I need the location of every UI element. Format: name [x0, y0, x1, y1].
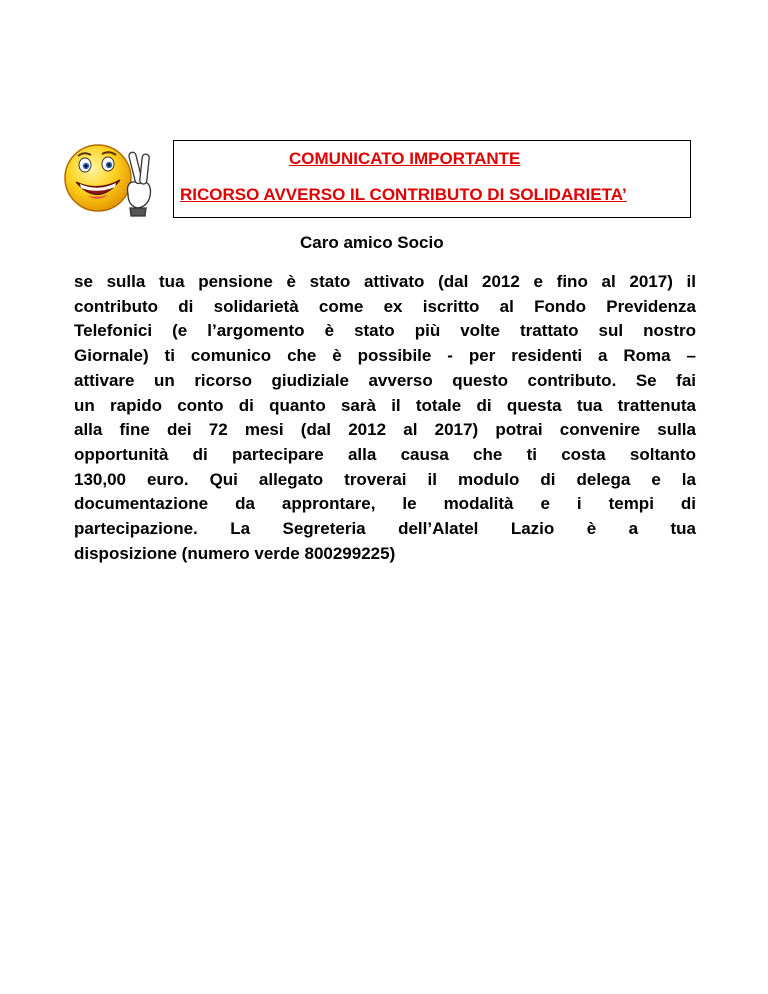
smiley-victory-icon — [62, 136, 154, 220]
body-paragraph — [74, 270, 696, 566]
paragraph-line: alla fine dei 72 mesi (dal 2012 al 2017) potrai convenire sulla — [74, 420, 696, 440]
paragraph-line: disposizione (numero verde 800299225) — [74, 543, 396, 563]
paragraph-line: contributo di solidarietà come ex iscritto al Fondo Previdenza — [74, 296, 696, 316]
notice-box — [173, 140, 691, 218]
notice-subtitle: RICORSO AVVERSO IL CONTRIBUTO DI SOLIDARIETA’ — [180, 185, 627, 204]
paragraph-line: 130,00 euro. Qui allegato troverai il modulo di delega e la — [74, 469, 696, 489]
paragraph-line: Telefonici (e l’argomento è stato più volte trattato sul nostro — [74, 321, 696, 341]
paragraph-line: documentazione da approntare, le modalità e i tempi di — [74, 494, 696, 514]
paragraph-line: un rapido conto di quanto sarà il totale di questa tua trattenuta — [74, 395, 696, 415]
paragraph-line: se sulla tua pensione è stato attivato (dal 2012 e fino al 2017) il — [74, 272, 696, 291]
greeting: Caro amico Socio — [300, 233, 444, 252]
paragraph-line: attivare un ricorso giudiziale avverso questo contributo. Se fai — [74, 370, 696, 390]
paragraph-line: partecipazione. La Segreteria dell’Alatel Lazio è a tua — [74, 519, 696, 539]
paragraph-line: opportunità di partecipare alla causa che ti costa soltanto — [74, 444, 696, 464]
notice-title: COMUNICATO IMPORTANTE — [289, 149, 521, 168]
paragraph-line: Giornale) ti comunico che è possibile - per residenti a Roma – — [74, 346, 696, 366]
